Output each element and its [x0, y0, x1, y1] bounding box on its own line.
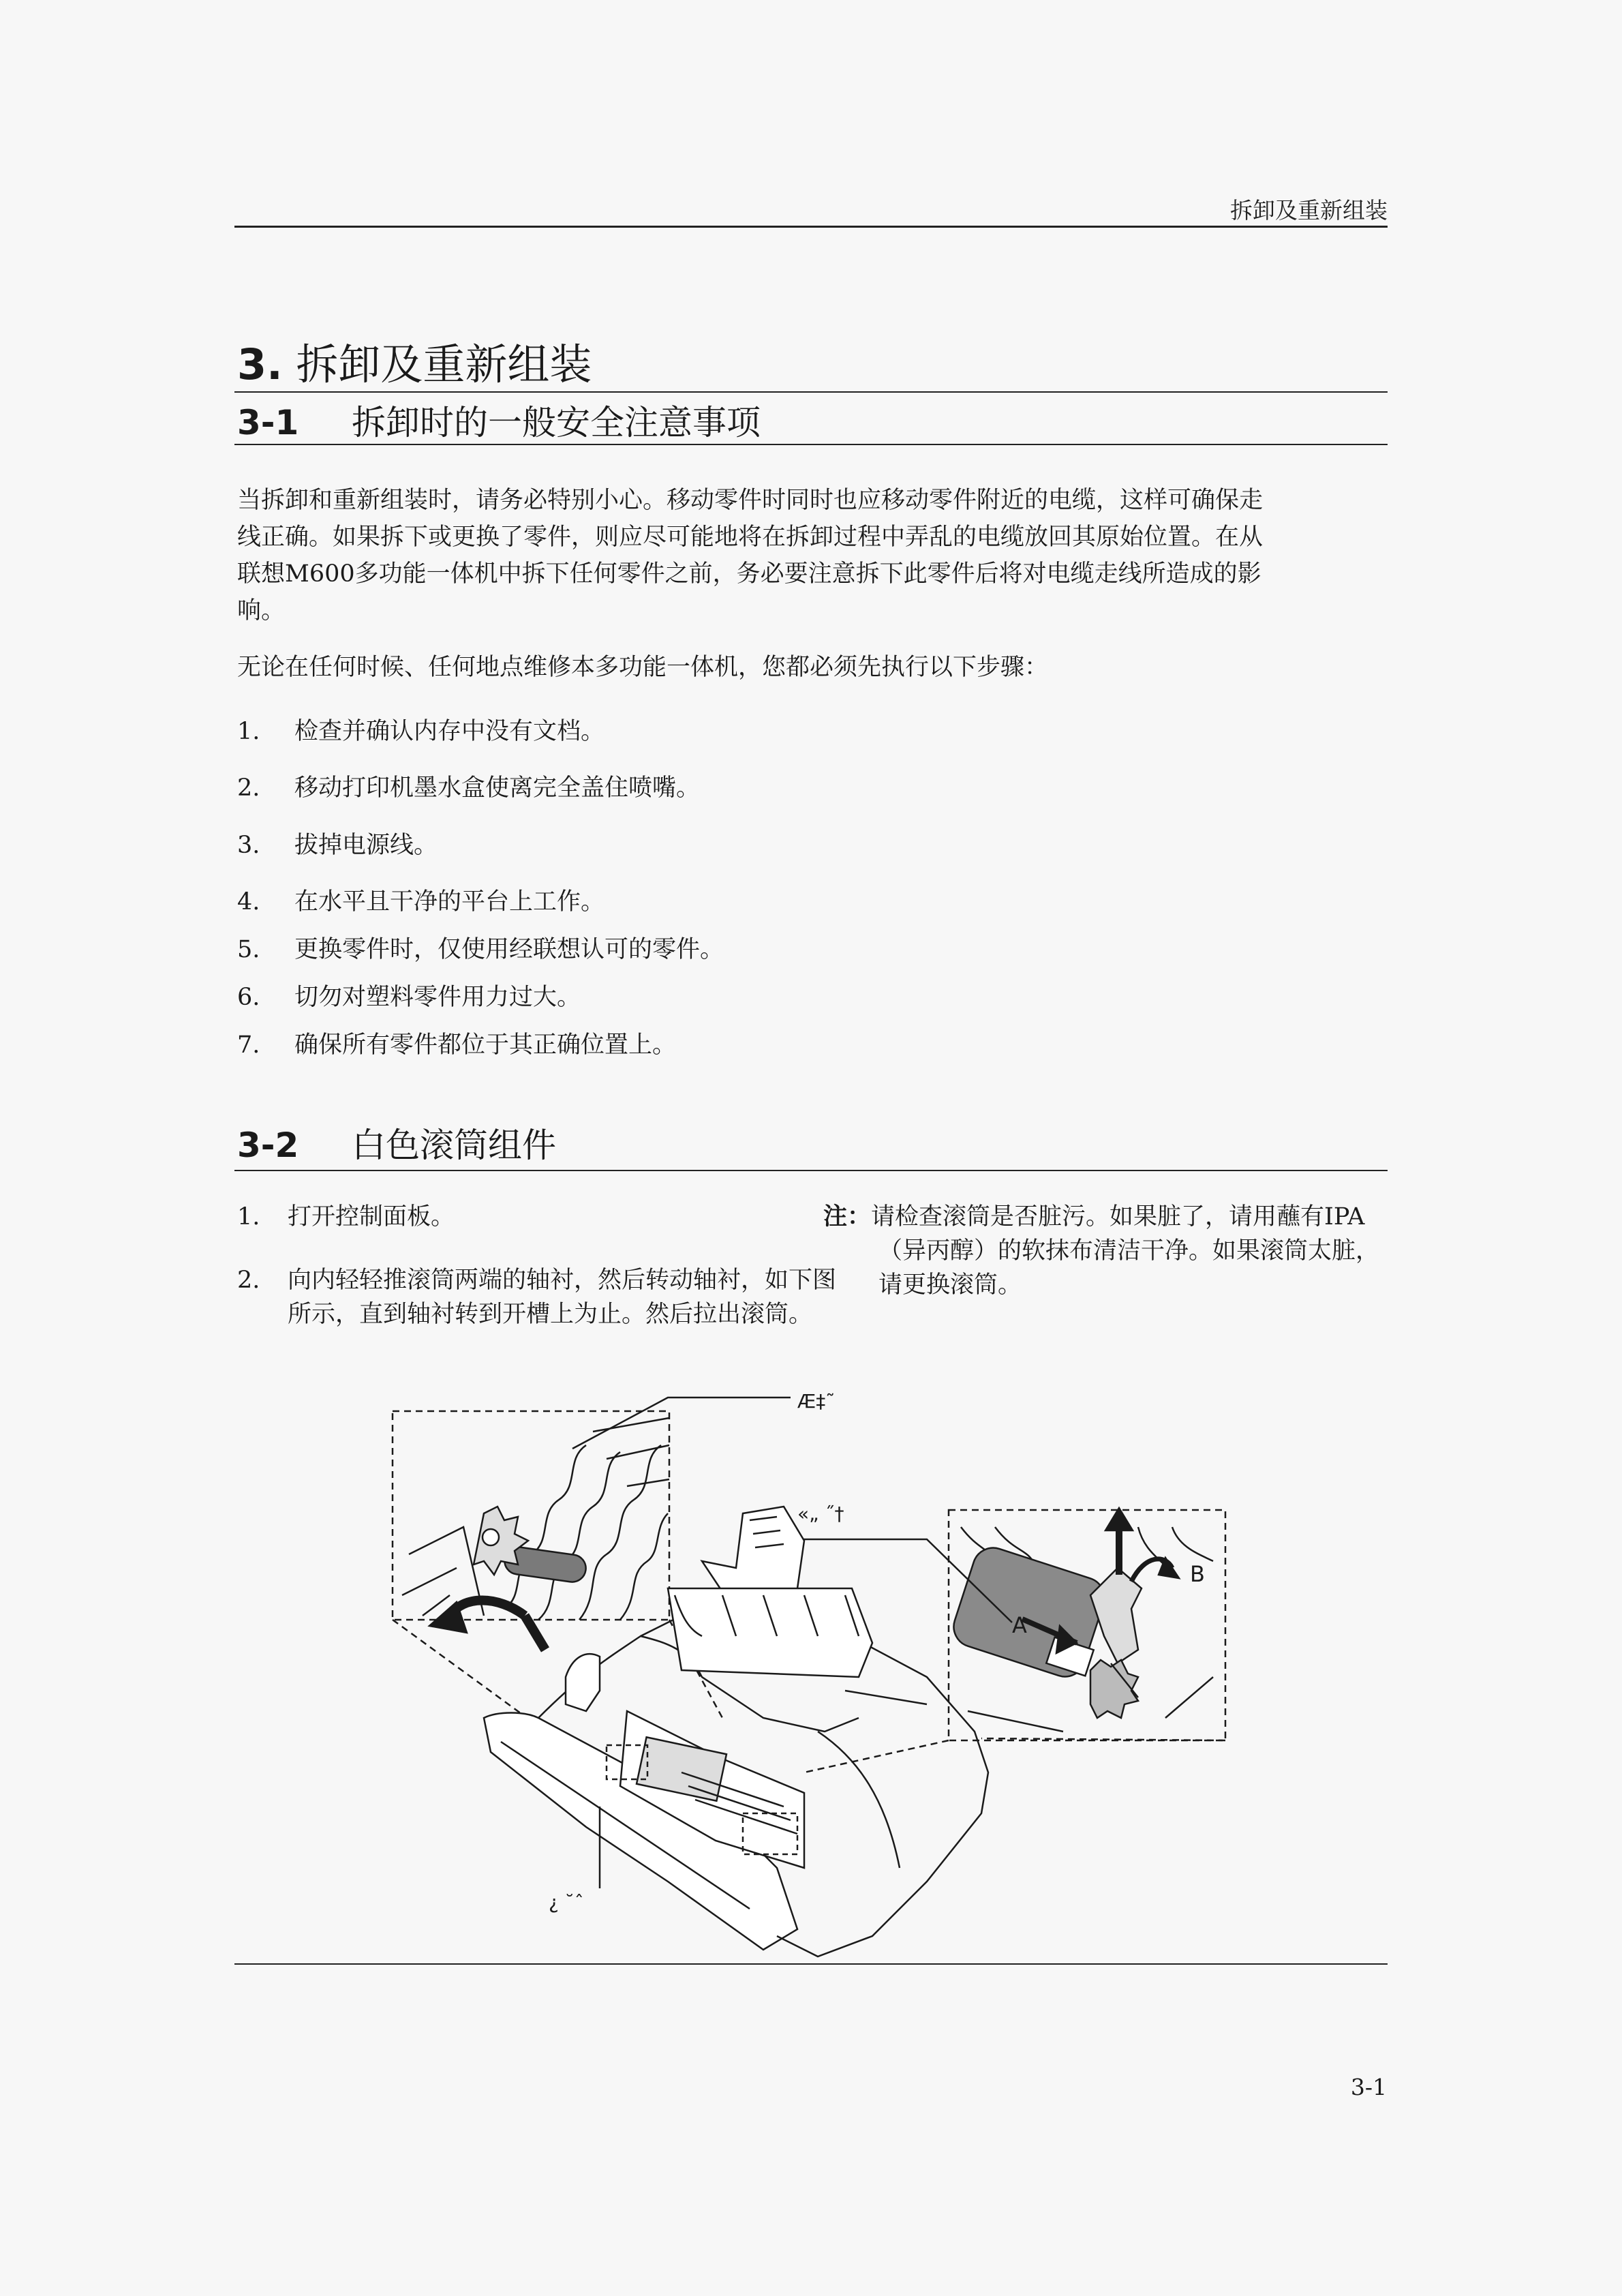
section2-title-text: 白色滚筒组件 [352, 1126, 556, 1165]
roller-removal-figure [382, 1391, 1247, 1973]
page-number: 3-1 [1350, 2074, 1387, 2100]
list-item: 2. 向内轻轻推滚筒两端的轴衬，然后转动轴衬，如下图所示，直到轴衬转到开槽上为止。然后拉出滚筒。 [237, 1267, 837, 1328]
label-b: B [1190, 1561, 1205, 1587]
inset-left-roller [402, 1418, 669, 1620]
callout-bottom: ¿ ˘ˆ [549, 1891, 584, 1914]
list-item: 4. 在水平且干净的平台上工作。 [237, 888, 605, 916]
list-item: 6. 切勿对塑料零件用力过大。 [237, 984, 581, 1011]
header-rule [234, 226, 1388, 228]
section1-number: 3-1 [237, 403, 299, 442]
callout-mid: «„ ˝† [797, 1502, 844, 1525]
paragraph-line: 线正确。如果拆下或更换了零件，则应尽可能地将在拆卸过程中弄乱的电缆放回其原始位置。在从 [237, 524, 1264, 551]
section1-intro: 无论在任何时候、任何地点维修本多功能一体机，您都必须先执行以下步骤： [237, 654, 1049, 681]
section1-top-rule [234, 391, 1388, 393]
footer-rule [234, 1963, 1388, 1965]
section1-title [237, 395, 761, 444]
list-item: 5. 更换零件时，仅使用经联想认可的零件。 [237, 936, 724, 963]
section1-paragraph [237, 482, 1389, 629]
paragraph-line: 联想M600多功能一体机中拆下任何零件之前，务必要注意拆下此零件后将对电缆走线所造成的影 [237, 560, 1261, 588]
paragraph-line: 响。 [237, 597, 286, 624]
section1-bottom-rule [234, 444, 1388, 445]
leader-line-top [572, 1398, 791, 1449]
chapter-title [237, 331, 592, 391]
chapter-number: 3. [237, 339, 283, 389]
list-item: 1. 打开控制面板。 [237, 1203, 455, 1230]
chapter-title-text: 拆卸及重新组装 [296, 339, 592, 389]
note-label: 注： [823, 1203, 872, 1230]
section1-title-text: 拆卸时的一般安全注意事项 [352, 403, 761, 442]
list-item: 2. 移动打印机墨水盒使离完全盖住喷嘴。 [237, 774, 701, 802]
label-a: A [1012, 1612, 1027, 1638]
list-item: 7. 确保所有零件都位于其正确位置上。 [237, 1031, 677, 1059]
inset-right-connector [804, 1738, 1225, 1772]
running-header: 拆卸及重新组装 [1230, 197, 1388, 224]
list-item: 3. 拔掉电源线。 [237, 832, 438, 859]
section2-rule [234, 1170, 1388, 1171]
section2-number: 3-2 [237, 1126, 299, 1165]
inset-left-box [393, 1411, 669, 1620]
open-panel-arrow-tail [525, 1616, 545, 1650]
list-item: 1. 检查并确认内存中没有文档。 [237, 718, 605, 745]
arrow-up-head [1105, 1508, 1133, 1530]
inset-right-roller [949, 1527, 1213, 1732]
roller-diagram [382, 1391, 1247, 1970]
callout-top: Æ‡˜ [797, 1391, 836, 1413]
paragraph-line: 当拆卸和重新组装时，请务必特别小心。移动零件时同时也应移动零件附近的电缆，这样可确保走 [237, 487, 1264, 514]
section2-title [237, 1118, 556, 1167]
note [823, 1200, 1396, 1302]
note-text: 请检查滚筒是否脏污。如果脏了，请用蘸有IPA（异丙醇）的软抹布清洁干净。如果滚筒太脏，请更换滚筒。 [871, 1203, 1380, 1299]
